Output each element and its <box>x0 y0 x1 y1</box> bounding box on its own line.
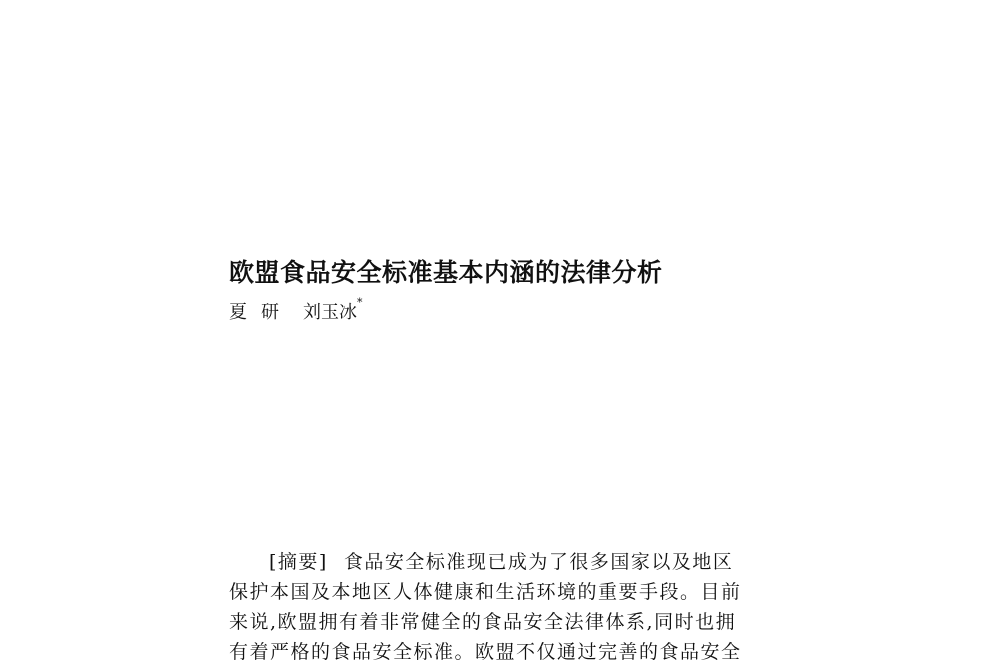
author-name: 刘玉冰 <box>303 302 357 323</box>
author-name: 夏 <box>229 302 247 323</box>
abstract-label: [摘要] <box>269 551 328 573</box>
abstract-line <box>229 547 774 577</box>
abstract-text: 食品安全标准现已成为了很多国家以及地区 <box>343 551 734 573</box>
abstract-line: 保护本国及本地区人体健康和生活环境的重要手段。目前 <box>229 581 742 603</box>
abstract-line: 有着严格的食品安全标准。欧盟不仅通过完善的食品安全 <box>229 641 742 663</box>
author-line <box>229 298 363 324</box>
paper-title: 欧盟食品安全标准基本内涵的法律分析 <box>229 258 663 287</box>
abstract-line: 来说,欧盟拥有着非常健全的食品安全法律体系,同时也拥 <box>229 611 737 633</box>
author-name: 研 <box>261 302 279 323</box>
abstract <box>229 547 774 667</box>
author-footnote-mark: * <box>357 296 363 309</box>
